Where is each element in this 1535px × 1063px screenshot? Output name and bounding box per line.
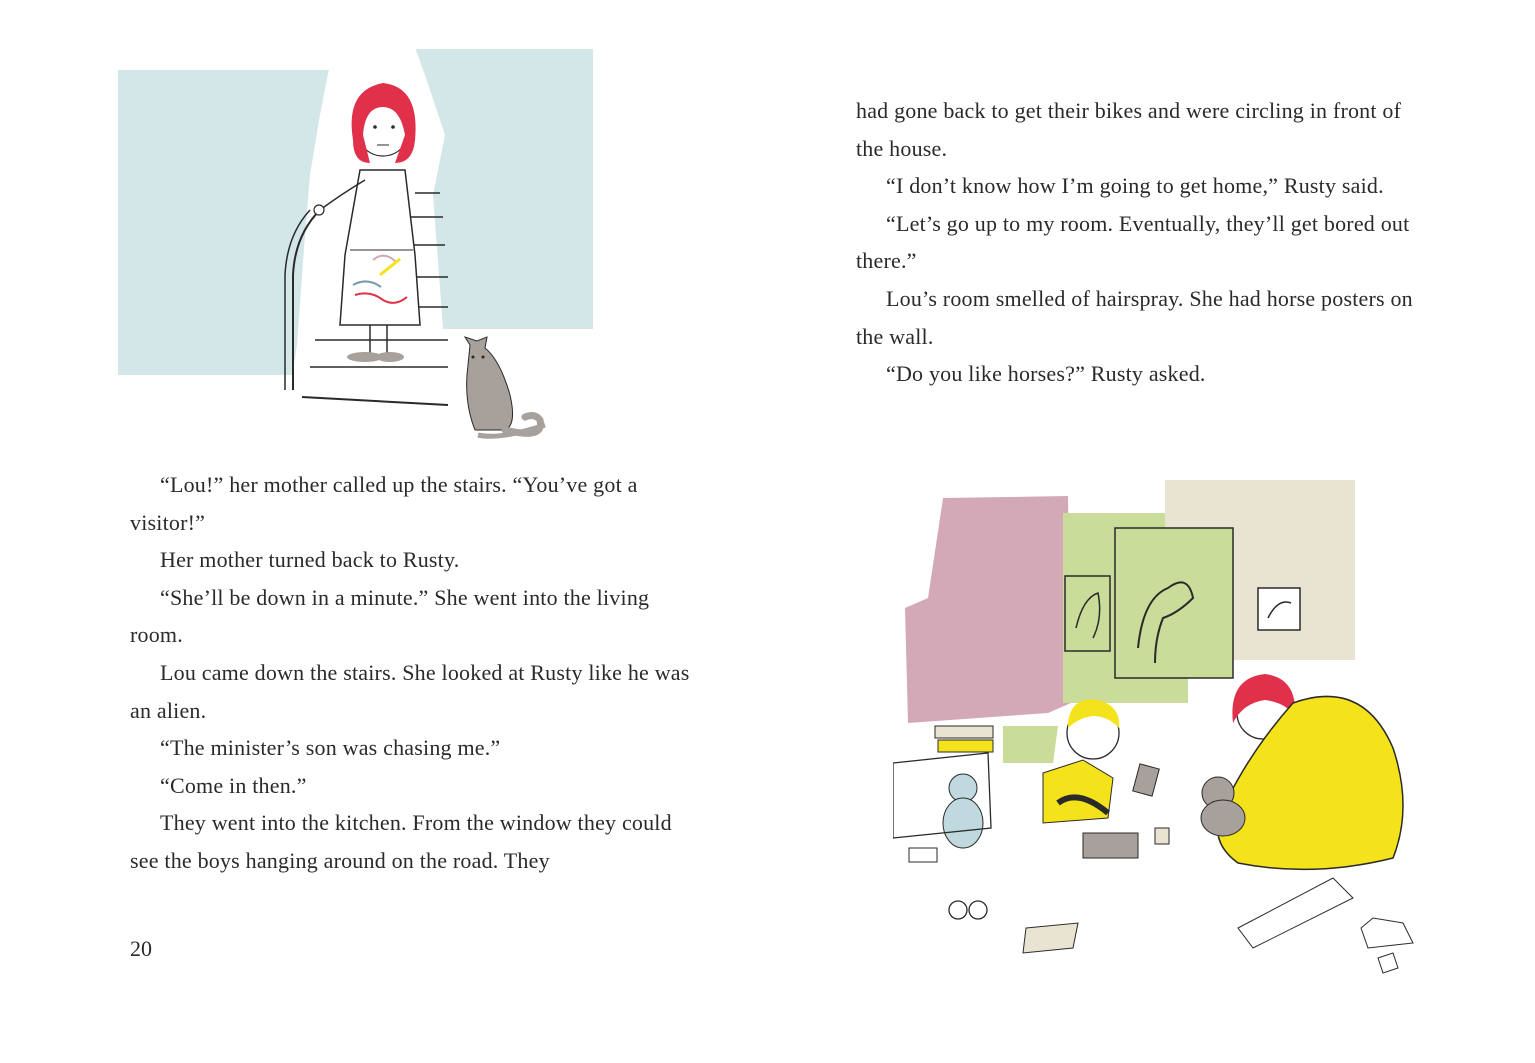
left-page-text <box>130 466 690 880</box>
page-number: 20 <box>130 936 152 961</box>
left-page <box>0 0 767 1063</box>
paragraph: Her mother turned back to Rusty. <box>160 547 460 573</box>
paragraph: Lou’s room smelled of hairspray. She had horse posters on the wall. <box>856 285 1413 349</box>
paragraph: “Come in then.” <box>160 772 307 798</box>
paragraph: Lou came down the stairs. She looked at Rusty like he was an alien. <box>130 659 690 723</box>
girl-on-stairs-illustration <box>115 45 595 460</box>
paragraph: They went into the kitchen. From the window they could see the boys hanging around on the road. They <box>130 810 672 873</box>
paragraph: “Do you like horses?” Rusty asked. <box>886 361 1206 387</box>
paragraph: “Lou!” her mother called up the stairs. “You’ve got a visitor!” <box>130 472 638 535</box>
paragraph: “Let’s go up to my room. Eventually, they’ll get bored out there.” <box>856 210 1410 274</box>
paragraph: “I don’t know how I’m going to get home,” Rusty said. <box>886 173 1384 199</box>
paragraph: “She’ll be down in a minute.” She went into the living room. <box>130 584 650 648</box>
right-page-text <box>856 92 1416 393</box>
bedroom-horse-posters-illustration <box>893 478 1453 983</box>
paragraph: had gone back to get their bikes and were circling in front of the house. <box>856 98 1402 161</box>
paragraph: “The minister’s son was chasing me.” <box>160 735 501 761</box>
